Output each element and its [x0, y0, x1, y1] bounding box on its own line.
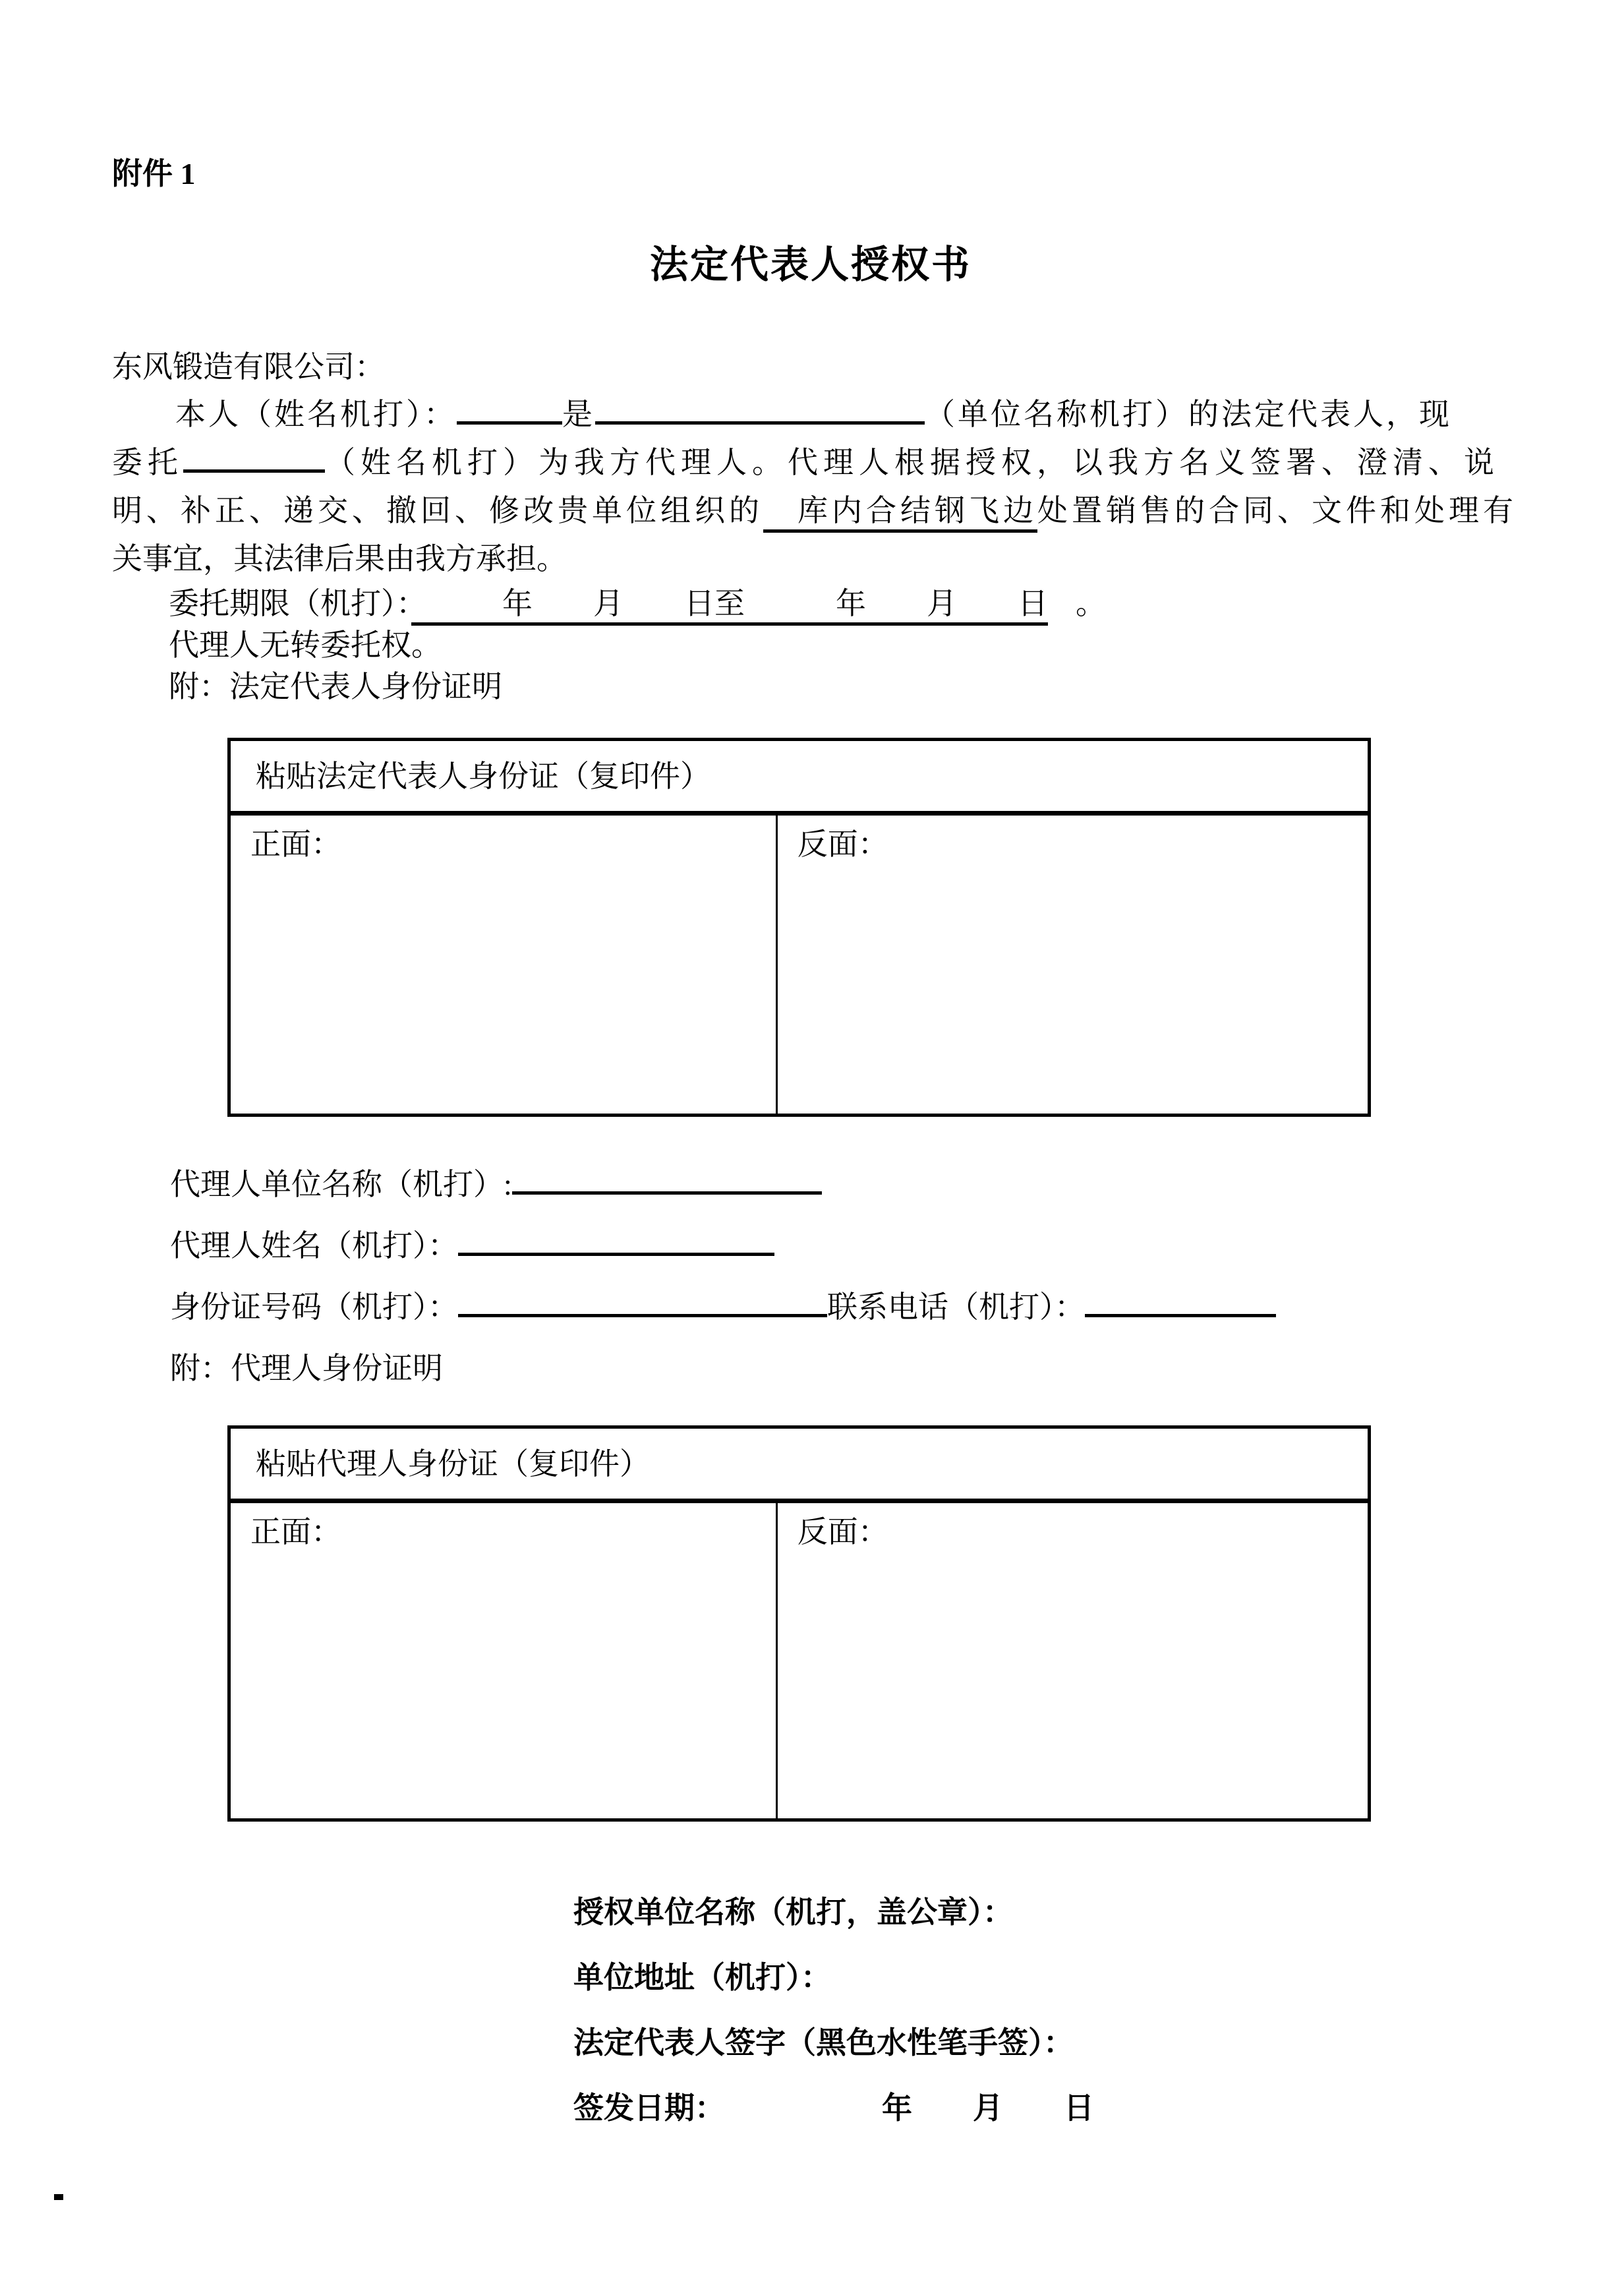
text-run: 本人（姓名机打）：: [175, 398, 457, 431]
agent-phone-label: 联系电话（机打）：: [827, 1290, 1085, 1324]
blank-name-field: [457, 396, 562, 425]
blank-agent-company-field: [512, 1166, 822, 1195]
no-delegate-line: [112, 624, 1509, 666]
blank-agent-name-field: [183, 444, 325, 473]
text-run: 。: [1076, 587, 1106, 620]
id-back-cell: [778, 816, 1368, 1114]
text-run: 附：代理人身份证明: [170, 1352, 443, 1385]
auth-company-line: 授权单位名称（机打，盖公章）：: [573, 1895, 1013, 1929]
agent-id-table: [227, 1425, 1371, 1822]
company-address-line: 单位地址（机打）：: [573, 1961, 831, 1994]
legal-rep-signature-line: 法定代表人签字（黑色水性笔手签）：: [573, 2026, 1074, 2060]
id-front-cell: [231, 816, 778, 1114]
paragraph-line-2: [112, 438, 1509, 487]
text-run: 委托: [112, 446, 183, 479]
issue-date-fields: 年 月 日: [882, 2091, 1094, 2125]
text-run: 关事宜，其法律后果由我方承担。: [112, 542, 567, 576]
paragraph-line-4: [112, 535, 1509, 583]
agent-company-line: [170, 1154, 1509, 1215]
attachment-label: 附件 1: [112, 157, 196, 191]
text-run: 附：法定代表人身份证明: [169, 670, 502, 703]
salutation: 东风锻造有限公司：: [112, 350, 385, 384]
id-back-label: 反面：: [797, 827, 888, 861]
id-front-label: 正面：: [250, 827, 341, 861]
issue-date-label: 签发日期：: [573, 2091, 725, 2125]
agent-company-label: 代理人单位名称（机打）:: [170, 1168, 512, 1201]
blank-agent-id-field: [458, 1289, 827, 1317]
text-run: 是: [562, 398, 595, 431]
agent-id-table-header: 粘贴代理人身份证（复印件）: [231, 1429, 1368, 1503]
attachment-note-1: [112, 666, 1509, 707]
blank-agent-name-field: [458, 1228, 774, 1256]
agent-id-table-body: [231, 1503, 1368, 1818]
id-back-label: 反面：: [797, 1515, 888, 1549]
entrust-period-blank: 年 月 日至 年 月 日: [411, 587, 1048, 626]
issue-date-line: [573, 2075, 1509, 2141]
legal-rep-id-table-header: 粘贴法定代表人身份证（复印件）: [231, 741, 1368, 816]
text-run: 代理人无转委托权。: [169, 628, 442, 662]
agent-info-block: [170, 1154, 1509, 1399]
agent-name-line: [170, 1215, 1509, 1276]
attachment-note-2: [170, 1338, 1509, 1399]
text-run: 明、补正、递交、撤回、修改贵单位组织的: [112, 494, 763, 527]
agent-id-phone-line: [170, 1276, 1509, 1338]
legal-rep-id-table-body: [231, 816, 1368, 1114]
paragraph-line-1: [112, 390, 1509, 438]
text-run: 处置销售的合同、文件和处理有: [1037, 494, 1517, 527]
id-front-label: 正面：: [250, 1515, 341, 1549]
underlined-subject-text: 库内合结钢飞边: [763, 494, 1037, 533]
id-back-cell: [778, 1503, 1368, 1818]
text-run: （姓名机打）为我方代理人。代理人根据授权，以我方名义签署、澄清、说: [325, 446, 1499, 479]
text-run: （单位名称机打）的法定代表人，现: [925, 398, 1452, 431]
paragraph-line-3: [112, 487, 1517, 535]
entrust-period-line: [112, 583, 1509, 624]
agent-name-label: 代理人姓名（机打）：: [170, 1229, 458, 1263]
agent-id-label: 身份证号码（机打）：: [170, 1290, 458, 1324]
page-title: 法定代表人授权书: [649, 243, 972, 286]
entrust-period-label: 委托期限（机打）：: [169, 587, 411, 620]
blank-agent-phone-field: [1085, 1289, 1276, 1317]
id-front-cell: [231, 1503, 778, 1818]
scan-artifact: [54, 2194, 63, 2200]
signature-block: [573, 1880, 1509, 2141]
legal-rep-id-table: [227, 738, 1371, 1117]
blank-company-field: [595, 396, 925, 425]
